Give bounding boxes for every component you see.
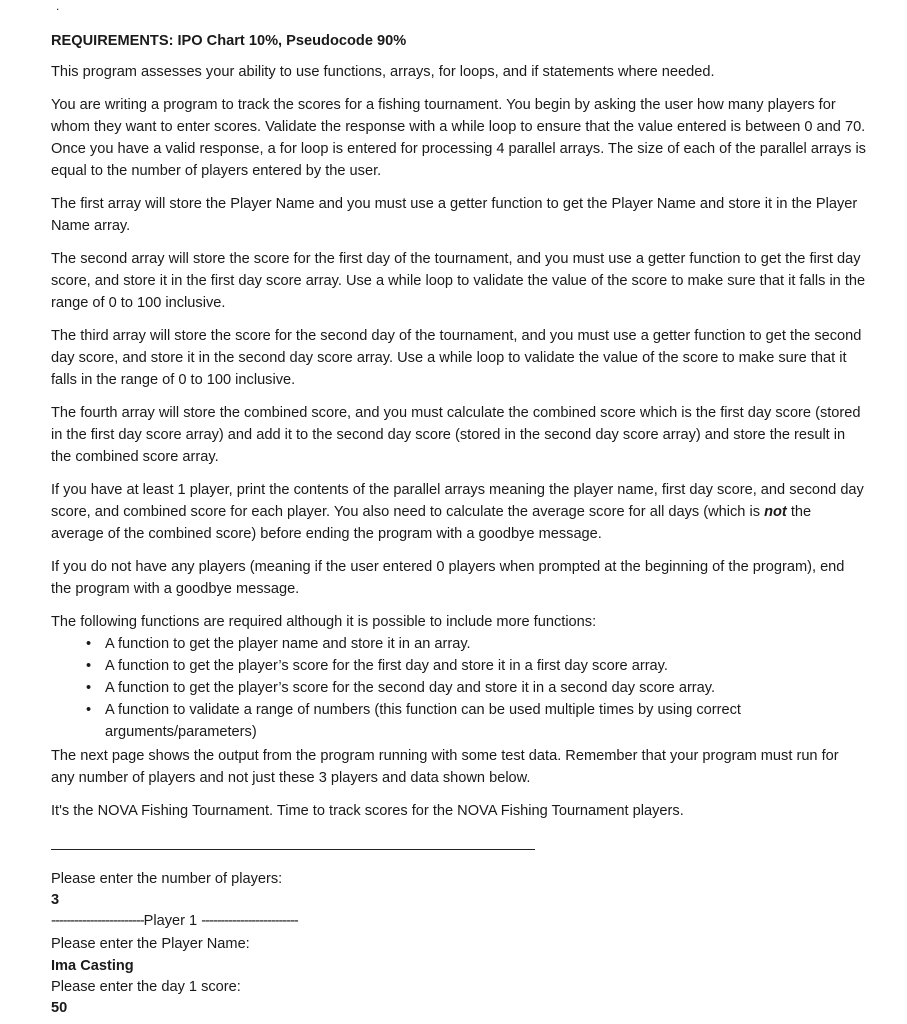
player-label: Player 1	[143, 913, 198, 929]
second-array-paragraph: The second array will store the score for the first day of the tournament, and you must use a getter function to get the first day score, and store it in the first day score array. Use a while loop to validate the value of the score to make sure that it falls in the range of 0 to 100 inclusive.	[51, 251, 866, 311]
horizontal-divider	[51, 849, 535, 850]
separator-dashes-right: -------------------------	[201, 913, 298, 929]
overview-paragraph: You are writing a program to track the scores for a fishing tournament. You begin by asking the user how many players for whom they want to enter scores. Validate the response with a while loop to ensure that the value entered is between 0 and 70. Once you have a valid response, a for loop is entered for processing 4 parallel arrays. The size of each of the parallel arrays is equal to the number of players entered by the user.	[51, 97, 866, 179]
separator-dashes-left: ------------------------	[51, 913, 144, 929]
requirements-heading: REQUIREMENTS: IPO Chart 10%, Pseudocode 90%	[51, 33, 407, 49]
players-value: 3	[51, 892, 60, 908]
prompt-number-of-players: Please enter the number of players:	[51, 871, 283, 887]
tournament-intro: It's the NOVA Fishing Tournament. Time to track scores for the NOVA Fishing Tournament players.	[51, 803, 684, 819]
print-results-text-end: the average of the combined score) before ending the program with a goodbye message.	[51, 504, 812, 542]
functions-intro: The following functions are required although it is possible to include more functions:	[51, 614, 597, 630]
emphasis-not: not	[764, 504, 787, 520]
fourth-array-paragraph: The fourth array will store the combined score, and you must calculate the combined score which is the first day score (stored in the first day score array) and add it to the second day score (stored in the second day score array) and store the result in the combined score array.	[51, 405, 861, 465]
list-item: • A function to get the player name and store it in an array.	[51, 633, 866, 655]
first-array-paragraph: The first array will store the Player Name and you must use a getter function to get the Player Name and store it in the Player Name array.	[51, 196, 858, 234]
prompt-day1-score: Please enter the day 1 score:	[51, 979, 241, 995]
bullet-icon: •	[86, 680, 92, 696]
no-players-paragraph: If you do not have any players (meaning if the user entered 0 players when prompted at the beginning of the program), end the program with a goodbye message.	[51, 559, 845, 597]
print-results-text-start: If you have at least 1 player, print the contents of the parallel arrays meaning the player name, first day score, and second day score, and combined score for each player. You also need to calculate the average score for all days (which is	[51, 482, 864, 520]
player-separator	[51, 910, 298, 932]
stray-mark: .	[56, 0, 60, 13]
prompt-player-name: Please enter the Player Name:	[51, 936, 250, 952]
list-item: • A function to validate a range of numbers (this function can be used multiple times by using correct arguments/parameters)	[51, 699, 866, 743]
required-functions-list	[51, 633, 866, 743]
intro-paragraph: This program assesses your ability to use functions, arrays, for loops, and if statements where needed.	[51, 64, 715, 80]
third-array-paragraph: The third array will store the score for the second day of the tournament, and you must use a getter function to get the second day score, and store it in the second day score array. Use a while loop to validate the value of the score to make sure that it falls in the range of 0 to 100 inclusive.	[51, 328, 862, 388]
bullet-icon: •	[86, 658, 92, 674]
next-page-paragraph: The next page shows the output from the program running with some test data. Remember that your program must run for any number of players and not just these 3 players and data shown below.	[51, 748, 839, 786]
bullet-icon: •	[86, 636, 92, 652]
bullet-icon: •	[86, 702, 92, 718]
print-results-paragraph	[51, 479, 866, 545]
list-item: • A function to get the player’s score for the first day and store it in a first day score array.	[51, 655, 866, 677]
player-name-value: Ima Casting	[51, 958, 134, 974]
day1-score-value: 50	[51, 1000, 68, 1016]
list-item: • A function to get the player’s score for the second day and store it in a second day score array.	[51, 677, 866, 699]
